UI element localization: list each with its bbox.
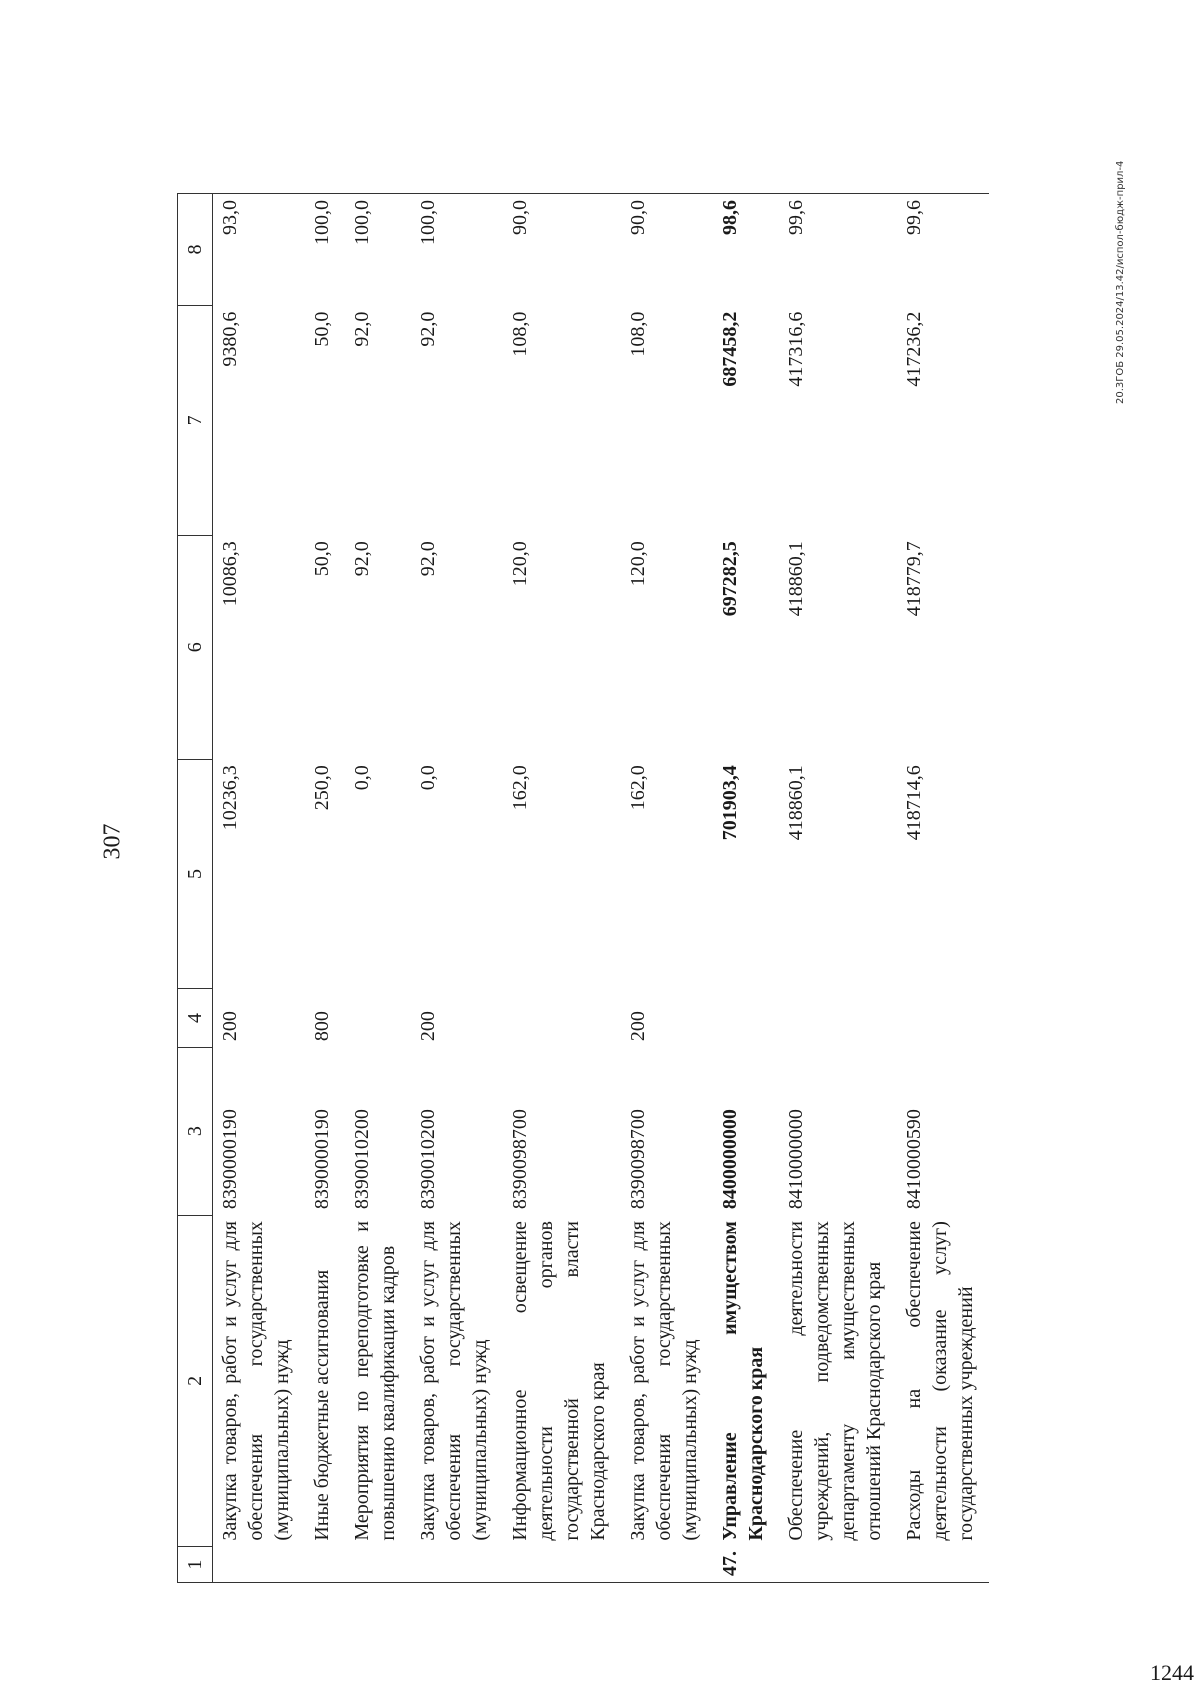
budget-code: 8390098700	[627, 1109, 649, 1210]
percent-value: 100,0	[411, 194, 503, 306]
row-number	[305, 1547, 345, 1583]
row-number	[503, 1547, 621, 1583]
percent-value: 98,6	[713, 194, 779, 306]
table-row	[213, 194, 306, 1583]
page-number: 307	[99, 823, 126, 860]
executed-value: 108,0	[627, 311, 649, 357]
approved-value: 120,0	[509, 541, 531, 587]
approved-value: 418779,7	[903, 541, 925, 617]
plan-value: 10236,3	[219, 765, 241, 831]
column-header: 2	[178, 1215, 213, 1547]
percent-value: 100,0	[305, 194, 345, 306]
column-header: 8	[178, 194, 213, 306]
approved-value: 120,0	[627, 541, 649, 587]
table-header-row	[178, 194, 213, 1583]
expense-type: 800	[311, 1011, 333, 1042]
executed-value: 417316,6	[785, 311, 807, 387]
executed-value: 9380,6	[219, 311, 241, 367]
plan-value: 250,0	[311, 765, 333, 811]
row-name: Закупка товаров, работ и услуг для обеспечения государственных (муниципальных) нужд	[417, 1221, 491, 1541]
table-row	[503, 194, 621, 1583]
row-name: Закупка товаров, работ и услуг для обеспечения государственных (муниципальных) нужд	[627, 1221, 701, 1541]
plan-value: 0,0	[351, 765, 373, 791]
table-row	[621, 194, 713, 1583]
row-name: Информационное освещение деятельности органов государственной власти Краснодарского края	[509, 1221, 609, 1541]
table-row	[713, 194, 779, 1583]
table-row	[897, 194, 989, 1583]
row-name: Расходы на обеспечение деятельности (оказание услуг) государственных учреждений	[903, 1221, 977, 1541]
executed-value: 92,0	[417, 311, 439, 347]
plan-value: 701903,4	[719, 765, 741, 841]
approved-value: 92,0	[417, 541, 439, 577]
budget-code: 8390010200	[417, 1109, 439, 1210]
plan-value: 418860,1	[785, 765, 807, 841]
executed-value: 417236,2	[903, 311, 925, 387]
row-name: Мероприятия по переподготовке и повышению квалификации кадров	[351, 1221, 399, 1541]
expense-type: 200	[417, 1011, 439, 1042]
row-name: Иные бюджетные ассигнования	[311, 1269, 333, 1541]
column-header: 4	[178, 989, 213, 1047]
row-name: Обеспечение деятельности учреждений, подведомственных департаменту имущественных отношений Краснодарского края	[785, 1221, 885, 1541]
plan-value: 0,0	[417, 765, 439, 791]
approved-value: 10086,3	[219, 541, 241, 607]
percent-value: 100,0	[345, 194, 411, 306]
approved-value: 418860,1	[785, 541, 807, 617]
percent-value: 99,6	[897, 194, 989, 306]
approved-value: 50,0	[311, 541, 333, 577]
approved-value: 697282,5	[719, 541, 741, 617]
expense-type: 200	[219, 1011, 241, 1042]
row-number	[345, 1547, 411, 1583]
approved-value: 92,0	[351, 541, 373, 577]
expense-type	[713, 989, 779, 1047]
row-number: 47.	[713, 1547, 779, 1583]
expense-type	[345, 989, 411, 1047]
executed-value: 92,0	[351, 311, 373, 347]
row-number	[897, 1547, 989, 1583]
table-row	[345, 194, 411, 1583]
budget-code: 8390000190	[219, 1109, 241, 1210]
column-header: 1	[178, 1547, 213, 1583]
row-number	[779, 1547, 897, 1583]
executed-value: 687458,2	[719, 311, 741, 387]
expense-type	[779, 989, 897, 1047]
percent-value: 90,0	[621, 194, 713, 306]
table-body	[213, 194, 990, 1583]
table-row	[411, 194, 503, 1583]
table-row	[305, 194, 345, 1583]
column-header: 6	[178, 535, 213, 759]
row-name: Управление имуществом Краснодарского края	[719, 1221, 767, 1541]
expense-type	[503, 989, 621, 1047]
sheet-number: 1244	[1150, 1660, 1194, 1685]
footer-stamp: 20.3ГОБ 29.05.2024/13.42/испол-бюдж-прил-4	[1115, 160, 1126, 404]
budget-table	[177, 193, 989, 1583]
column-header: 5	[178, 759, 213, 989]
expense-type	[897, 989, 989, 1047]
budget-code: 8400000000	[719, 1109, 741, 1210]
budget-code: 8390098700	[509, 1109, 531, 1210]
plan-value: 418714,6	[903, 765, 925, 841]
column-header: 7	[178, 306, 213, 536]
executed-value: 50,0	[311, 311, 333, 347]
percent-value: 99,6	[779, 194, 897, 306]
budget-code: 8390000190	[311, 1109, 333, 1210]
budget-code: 8410000590	[903, 1109, 925, 1210]
row-number	[213, 1547, 306, 1583]
row-number	[411, 1547, 503, 1583]
table-row	[779, 194, 897, 1583]
budget-code: 8390010200	[351, 1109, 373, 1210]
column-header: 3	[178, 1047, 213, 1215]
percent-value: 93,0	[213, 194, 306, 306]
plan-value: 162,0	[509, 765, 531, 811]
expense-type: 200	[627, 1011, 649, 1042]
executed-value: 108,0	[509, 311, 531, 357]
plan-value: 162,0	[627, 765, 649, 811]
percent-value: 90,0	[503, 194, 621, 306]
row-number	[621, 1547, 713, 1583]
row-name: Закупка товаров, работ и услуг для обеспечения государственных (муниципальных) нужд	[219, 1221, 293, 1541]
budget-code: 8410000000	[785, 1109, 807, 1210]
